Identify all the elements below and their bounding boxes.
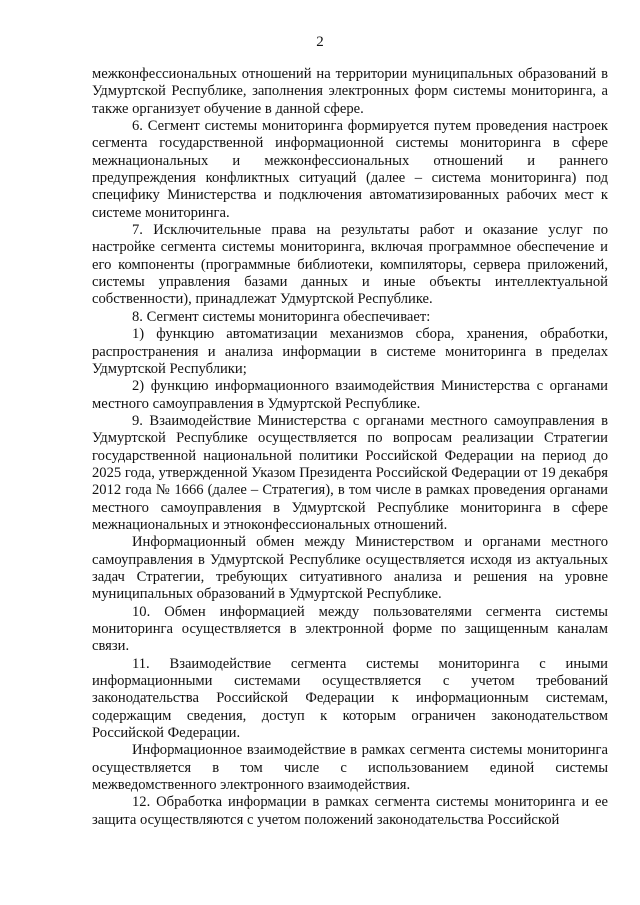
paragraph-10: 10. Обмен информацией между пользователями сегмента системы мониторинга осуществляется в электронной форме по защищенным каналам связи. [92,603,608,655]
paragraph-9-info-exchange: Информационный обмен между Министерством и органами местного самоуправления в Удмуртской Республике осуществляется исходя из актуальных задач Стратегии, требующих ситуативного анализа и решения на уровне муниципальных образований в Удмуртской Республике. [92,534,608,603]
paragraph-continuation: межконфессиональных отношений на территории муниципальных образований в Удмуртской Республике, заполнения электронных форм системы мониторинга, а также организует обучение в данной сфере. [92,66,608,117]
document-body [92,66,608,829]
page-number: 2 [316,34,324,50]
paragraph-8: 8. Сегмент системы мониторинга обеспечивает: [132,308,431,325]
paragraph-12: 12. Обработка информации в рамках сегмента системы мониторинга и ее защита осуществляются с учетом положений законодательства Российской [92,794,608,828]
paragraph-8-item-1: 1) функцию автоматизации механизмов сбора, хранения, обработки, распространения и анализа информации в системе мониторинга в пределах Удмуртской Республики; [92,326,608,377]
paragraph-7: 7. Исключительные права на результаты работ и оказание услуг по настройке сегмента системы мониторинга, включая программное обеспечение и его компоненты (программные библиотеки, компиляторы, сервера приложений, системы управления базами данных и иные объекты интеллектуальной собственности), принадлежат Удмуртской Республике. [92,222,608,308]
paragraph-8-item-2: 2) функцию информационного взаимодействия Министерства с органами местного самоуправления в Удмуртской Республике. [92,378,608,412]
paragraph-11: 11. Взаимодействие сегмента системы мониторинга с иными информационными системами осуществляется с учетом требований законодательства Российской Федерации к информационным системам, содержащим сведения, доступ к которым ограничен законодательством Российской Федерации. [92,655,608,742]
paragraph-11-info-interaction: Информационное взаимодействие в рамках сегмента системы мониторинга осуществляется в том числе с использованием единой системы межведомственного электронного взаимодействия. [92,742,608,794]
paragraph-9: 9. Взаимодействие Министерства с органами местного самоуправления в Удмуртской Республике осуществляется по вопросам реализации Стратегии государственной национальной политики Российской Федерации на период до 2025 года, утвержденной Указом Президента Российской Федерации от 19 декабря 2012 года № 1666 (далее – Стратегия), в том числе в рамках проведения органами местного самоуправления в Удмуртской Республике мониторинга в сфере межнациональных и этноконфессиональных отношений. [92,412,608,533]
paragraph-6: 6. Сегмент системы мониторинга формируется путем проведения настроек сегмента государственной информационной системы мониторинга в сфере межнациональных и межконфессиональных отношений и раннего предупреждения конфликтных ситуаций (далее – система мониторинга) под специфику Министерства и подключения автоматизированных рабочих мест к системе мониторинга. [92,118,608,221]
